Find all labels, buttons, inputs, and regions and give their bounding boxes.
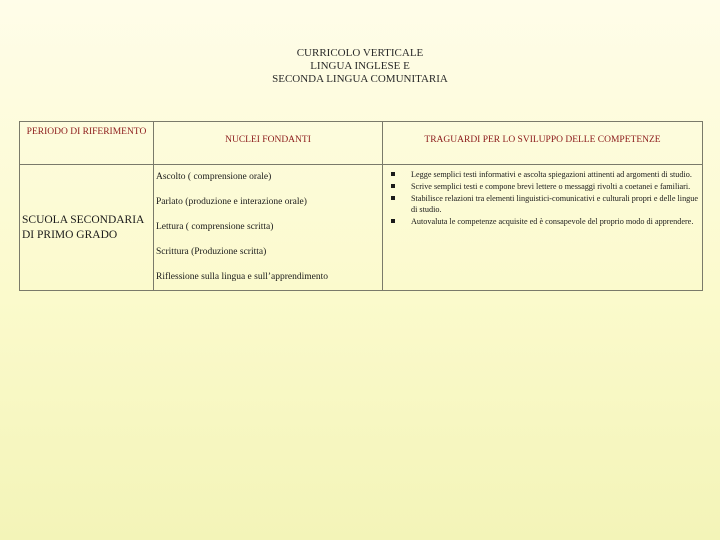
document-title <box>0 47 720 86</box>
table-row <box>20 165 703 291</box>
table-header-row <box>20 122 703 165</box>
list-item <box>389 193 698 215</box>
traguardi-cell <box>383 165 703 291</box>
list-item <box>389 169 698 180</box>
traguardo-text: Legge semplici testi informativi e ascolta spiegazioni attinenti ad argomenti di studio. <box>411 170 692 179</box>
title-line-3: SECONDA LINGUA COMUNITARIA <box>272 73 448 85</box>
square-bullet-icon <box>391 196 395 200</box>
square-bullet-icon <box>391 219 395 223</box>
list-item <box>389 181 698 192</box>
title-line-2: LINGUA INGLESE E <box>310 60 410 72</box>
traguardi-list <box>389 169 698 227</box>
square-bullet-icon <box>391 172 395 176</box>
traguardo-text: Stabilisce relazioni tra elementi linguistici-comunicativi e culturali propri e delle lingue di studio. <box>411 194 698 214</box>
header-traguardi: TRAGUARDI PER LO SVILUPPO DELLE COMPETENZE <box>383 122 703 165</box>
nucleo-item: Ascolto ( comprensione orale) <box>156 172 272 182</box>
list-item <box>389 216 698 227</box>
square-bullet-icon <box>391 184 395 188</box>
nucleo-item: Lettura ( comprensione scritta) <box>156 222 274 232</box>
traguardo-text: Autovaluta le competenze acquisite ed è consapevole del proprio modo di apprendere. <box>411 217 694 226</box>
header-period: PERIODO DI RIFERIMENTO <box>20 122 154 165</box>
nucleo-item: Riflessione sulla lingua e sull’apprendimento <box>156 272 329 282</box>
nucleo-item: Parlato (produzione e interazione orale) <box>156 197 307 207</box>
nuclei-cell <box>154 165 383 291</box>
nucleo-item: Scrittura (Produzione scritta) <box>156 247 267 257</box>
curriculum-table <box>19 121 703 291</box>
header-nuclei: NUCLEI FONDANTI <box>154 122 383 165</box>
title-line-1: CURRICOLO VERTICALE <box>296 47 424 59</box>
traguardo-text: Scrive semplici testi e compone brevi lettere o messaggi rivolti a coetanei e familiari. <box>411 182 691 191</box>
period-cell: SCUOLA SECONDARIA DI PRIMO GRADO <box>20 165 154 291</box>
